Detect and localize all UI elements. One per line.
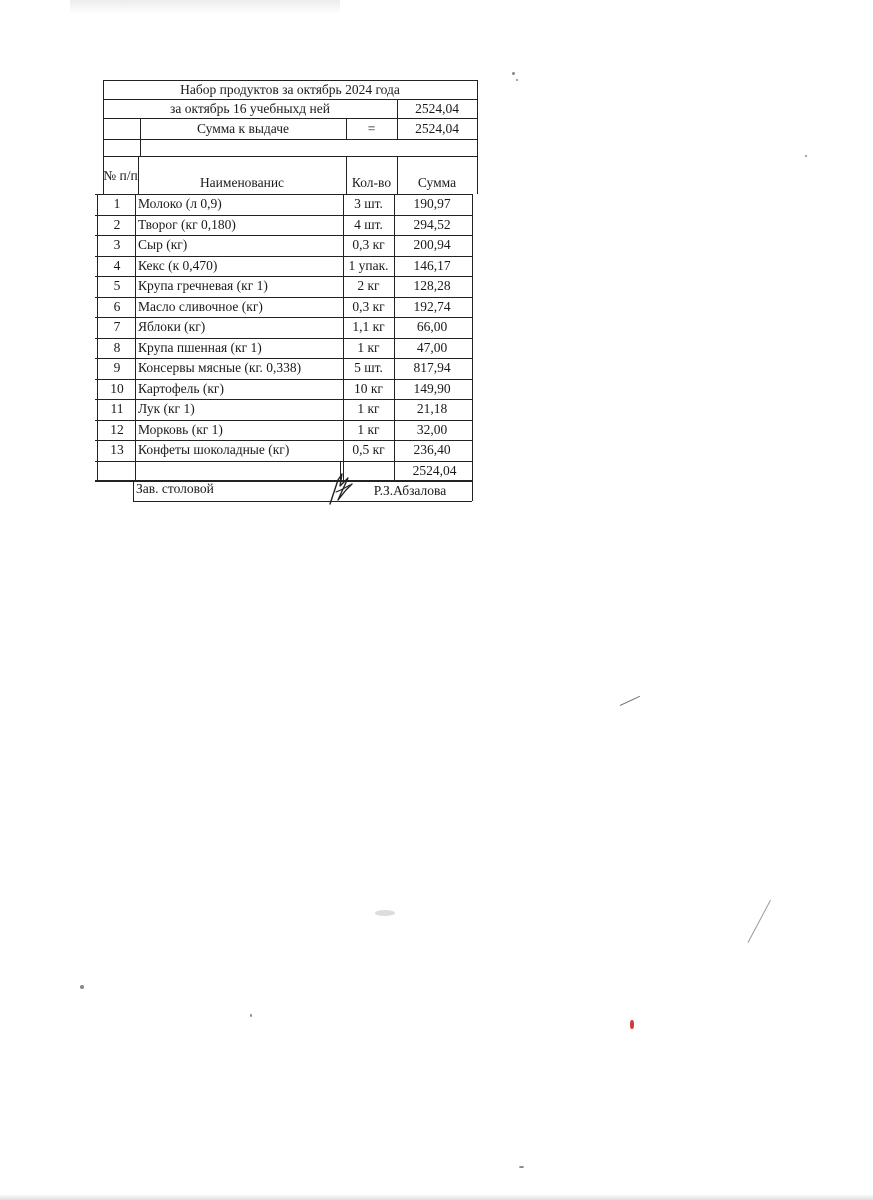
row-sum: 21,18 (416, 401, 448, 417)
scan-speck (805, 155, 807, 157)
pencil-mark (748, 900, 771, 943)
row-name: Конфеты шоколадные (кг) (138, 442, 290, 458)
row-number: 3 (113, 237, 121, 253)
row-quantity: 5 шт. (354, 360, 383, 376)
row-sum: 236,40 (413, 442, 451, 458)
row-name: Кекс (к 0,470) (138, 257, 218, 273)
row-number: 13 (110, 442, 124, 458)
row-quantity: 4 шт. (354, 216, 383, 232)
scan-smudge (375, 910, 395, 916)
row-name: Яблоки (кг) (138, 319, 206, 335)
table-rule (103, 156, 477, 157)
row-quantity: 0,5 кг (352, 442, 385, 458)
scan-shadow-top (70, 0, 340, 14)
row-quantity: 2 кг (357, 278, 380, 294)
header-qty: Кол-во (351, 175, 392, 190)
row-name: Лук (кг 1) (138, 401, 195, 417)
row-quantity: 0,3 кг (352, 298, 385, 314)
row-quantity: 1,1 кг (352, 319, 385, 335)
row-number: 7 (113, 319, 121, 335)
header-name: Наименованис (199, 175, 285, 190)
payout-total: 2524,04 (415, 120, 459, 136)
row-quantity: 1 упак. (348, 257, 389, 273)
row-number: 9 (113, 360, 121, 376)
row-sum: 192,74 (413, 298, 451, 314)
row-name: Крупа пшенная (кг 1) (138, 339, 262, 355)
row-number: 1 (113, 196, 121, 212)
row-sum: 190,97 (413, 196, 451, 212)
payout-equals: = (367, 120, 376, 136)
row-sum: 128,28 (413, 278, 451, 294)
footer-signer: Р.З.Абзалова (373, 483, 447, 498)
table-rule (103, 139, 477, 140)
row-number: 11 (110, 401, 124, 417)
table-rule (133, 501, 472, 502)
row-quantity: 10 кг (354, 380, 383, 396)
row-quantity: 1 кг (357, 421, 380, 437)
row-name: Молоко (л 0,9) (138, 196, 222, 212)
row-name: Творог (кг 0,180) (138, 216, 236, 232)
period-total: 2524,04 (415, 100, 459, 116)
row-sum: 146,17 (413, 257, 451, 273)
row-name: Морковь (кг 1) (138, 421, 223, 437)
row-quantity: 3 шт. (354, 196, 383, 212)
row-number: 5 (113, 278, 121, 294)
row-sum: 149,90 (413, 380, 451, 396)
row-name: Консервы мясные (кг. 0,338) (138, 360, 302, 376)
row-sum: 66,00 (416, 319, 448, 335)
scan-speck (512, 72, 515, 75)
row-number: 8 (113, 339, 121, 355)
scan-speck (516, 79, 518, 81)
table-rule (472, 194, 473, 501)
row-number: 12 (110, 421, 124, 437)
row-number: 6 (113, 298, 121, 314)
row-quantity: 1 кг (357, 339, 380, 355)
red-ink-mark (630, 1020, 634, 1029)
row-name: Масло сливочное (кг) (138, 298, 263, 314)
header-num: № п/п (103, 167, 138, 183)
row-sum: 294,52 (413, 216, 451, 232)
row-name: Крупа гречневая (кг 1) (138, 278, 268, 294)
table-rule (477, 80, 478, 194)
row-sum: 47,00 (416, 339, 448, 355)
scan-shadow-bottom (0, 1194, 873, 1200)
footer-position: Зав. столовой (136, 481, 214, 496)
grand-total: 2524,04 (412, 462, 457, 478)
row-quantity: 0,3 кг (352, 237, 385, 253)
row-number: 4 (113, 257, 121, 273)
row-number: 10 (110, 380, 124, 396)
row-number: 2 (113, 216, 121, 232)
scan-speck (250, 1014, 252, 1017)
period-label: за октябрь 16 учебныхд ней (170, 100, 330, 116)
row-name: Сыр (кг) (138, 237, 188, 253)
scan-speck (80, 985, 84, 989)
header-sum: Сумма (417, 175, 457, 190)
row-sum: 200,94 (413, 237, 451, 253)
scan-speck (519, 1166, 524, 1168)
row-sum: 32,00 (416, 421, 448, 437)
row-name: Картофель (кг) (138, 380, 224, 396)
document-title: Набор продуктов за октябрь 2024 года (180, 81, 400, 97)
row-sum: 817,94 (413, 360, 451, 376)
pencil-mark (620, 696, 640, 706)
payout-label: Сумма к выдаче (196, 120, 290, 136)
row-quantity: 1 кг (357, 401, 380, 417)
